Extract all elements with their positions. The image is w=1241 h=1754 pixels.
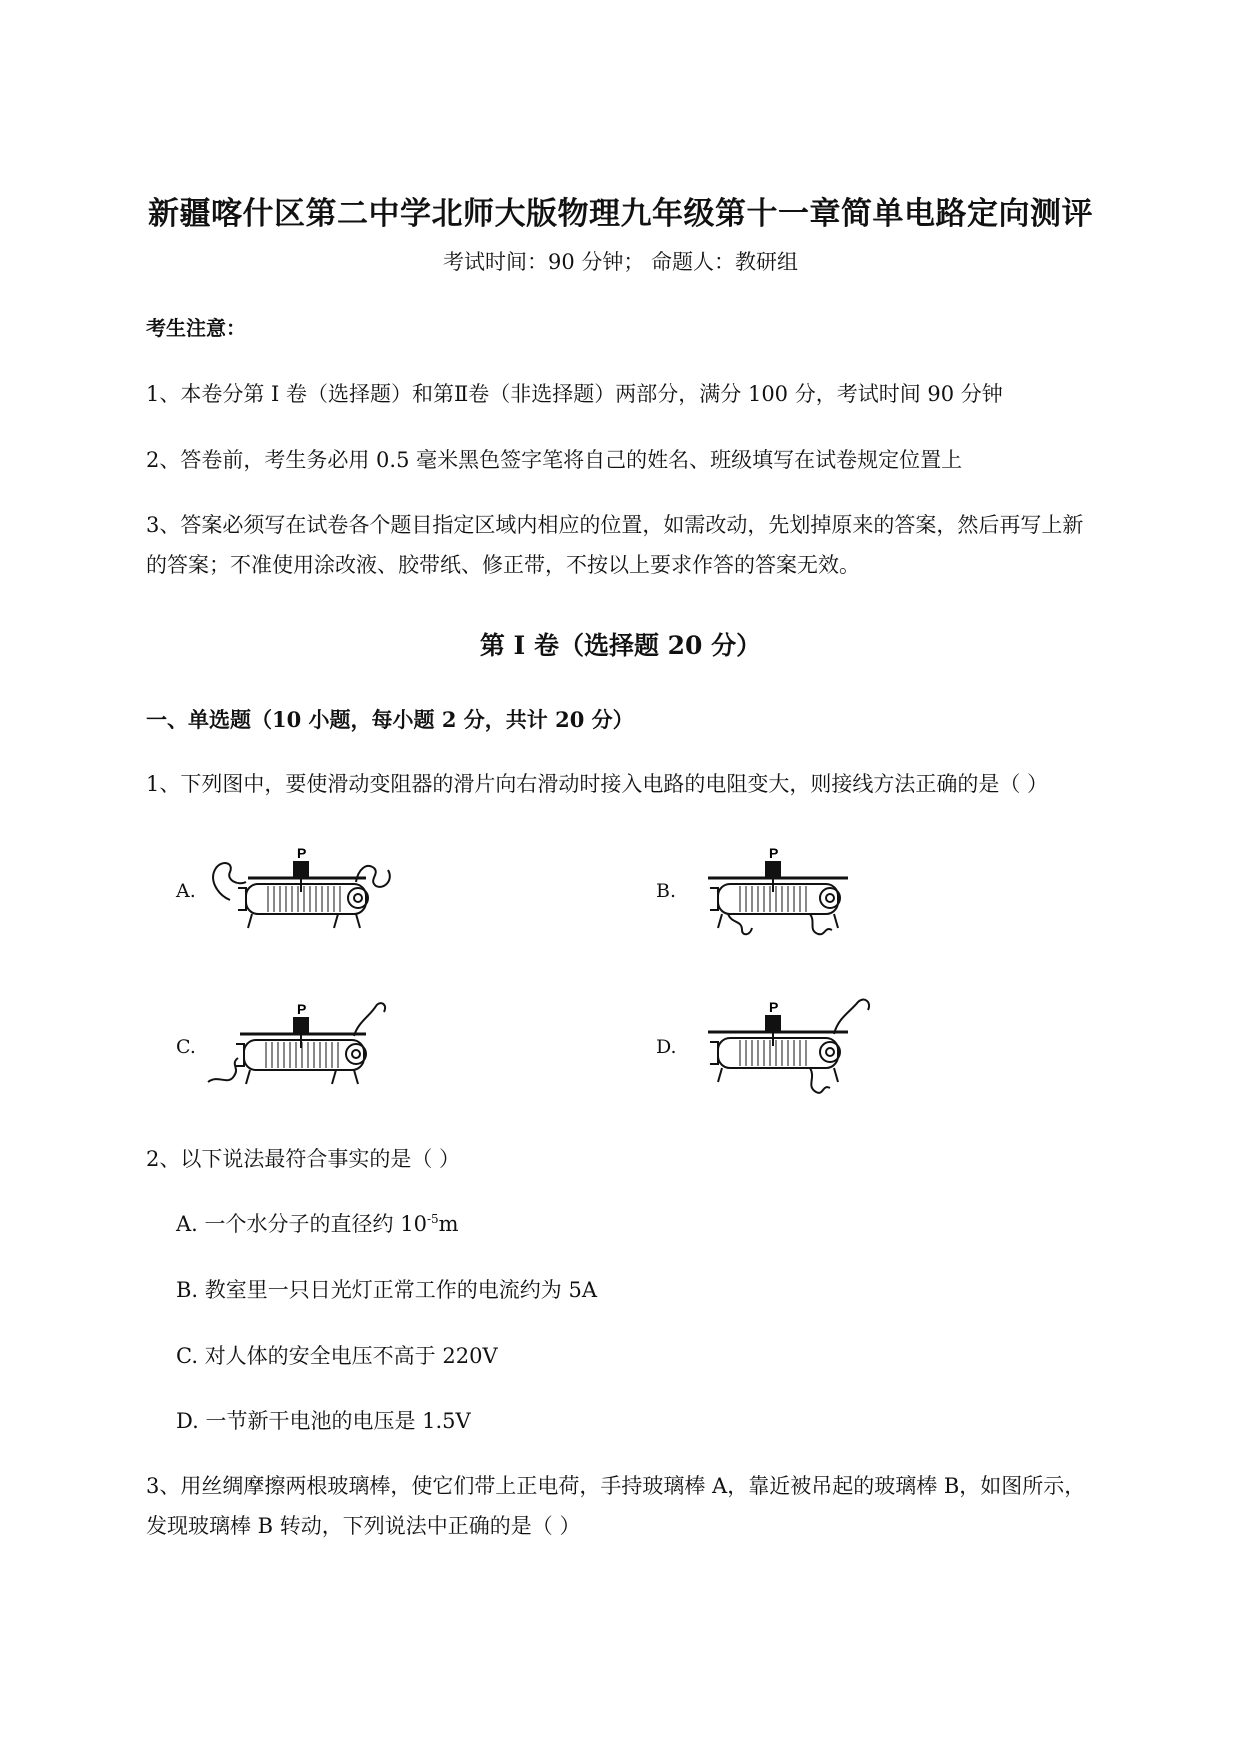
option-text: 教室里一只日光灯正常工作的电流约为 5A — [204, 1278, 597, 1302]
rheostat-figure-b — [698, 840, 868, 940]
option-b-label: B. — [656, 880, 677, 902]
question-2-option-b — [176, 1274, 597, 1304]
option-label: C. — [176, 1344, 198, 1368]
slider-label: P — [297, 845, 307, 861]
part-title: 一、单选题（10 小题，每小题 2 分，共计 20 分） — [146, 707, 634, 732]
exam-subtitle: 考试时间：90 分钟； 命题人：教研组 — [442, 250, 799, 274]
notice-item: 的答案；不准使用涂改液、胶带纸、修正带，不按以上要求作答的答案无效。 — [146, 553, 860, 577]
exam-title: 新疆喀什区第二中学北师大版物理九年级第十一章简单电路定向测评 — [148, 196, 1093, 232]
option-label: D. — [176, 1409, 199, 1433]
slider-label: P — [769, 999, 779, 1015]
notice-item: 2、答卷前，考生务必用 0.5 毫米黑色签字笔将自己的姓名、班级填写在试卷规定位置上 — [146, 448, 963, 472]
question-2-stem: 2、以下说法最符合事实的是（ ） — [146, 1147, 461, 1171]
question-3-stem: 发现玻璃棒 B 转动，下列说法中正确的是（ ） — [146, 1514, 581, 1538]
rheostat-figure-d — [698, 994, 878, 1099]
question-3-stem: 3、用丝绸摩擦两根玻璃棒，使它们带上正电荷，手持玻璃棒 A，靠近被吊起的玻璃棒 B，如图所示， — [146, 1474, 1086, 1498]
slider-label: P — [769, 845, 779, 861]
question-2-option-c — [176, 1340, 498, 1370]
option-label: A. — [176, 1212, 198, 1236]
notice-item: 1、本卷分第 I 卷（选择题）和第Ⅱ卷（非选择题）两部分，满分 100 分，考试时间 90 分钟 — [146, 382, 1003, 406]
section-title: 第 I 卷（选择题 20 分） — [479, 631, 762, 660]
rheostat-figure-c — [206, 996, 406, 1096]
question-2-option-d — [176, 1405, 471, 1435]
option-unit: m — [438, 1212, 459, 1236]
notice-heading: 考生注意： — [146, 316, 246, 340]
option-text: 一个水分子的直径约 10 — [204, 1212, 427, 1236]
option-d-label: D. — [656, 1036, 677, 1058]
rheostat-figure-a — [208, 840, 408, 930]
question-2-option-a — [176, 1208, 459, 1238]
option-c-label: C. — [176, 1036, 196, 1058]
option-text: 一节新干电池的电压是 1.5V — [205, 1409, 471, 1433]
option-label: B. — [176, 1278, 199, 1302]
option-text: 对人体的安全电压不高于 220V — [204, 1344, 498, 1368]
option-a-label: A. — [176, 880, 196, 902]
question-1-stem: 1、下列图中，要使滑动变阻器的滑片向右滑动时接入电路的电阻变大，则接线方法正确的是（ ） — [146, 772, 1049, 796]
option-exponent: -5 — [426, 1212, 439, 1226]
notice-item: 3、答案必须写在试卷各个题目指定区域内相应的位置，如需改动，先划掉原来的答案，然后再写上新 — [146, 513, 1084, 537]
slider-label: P — [297, 1001, 307, 1017]
